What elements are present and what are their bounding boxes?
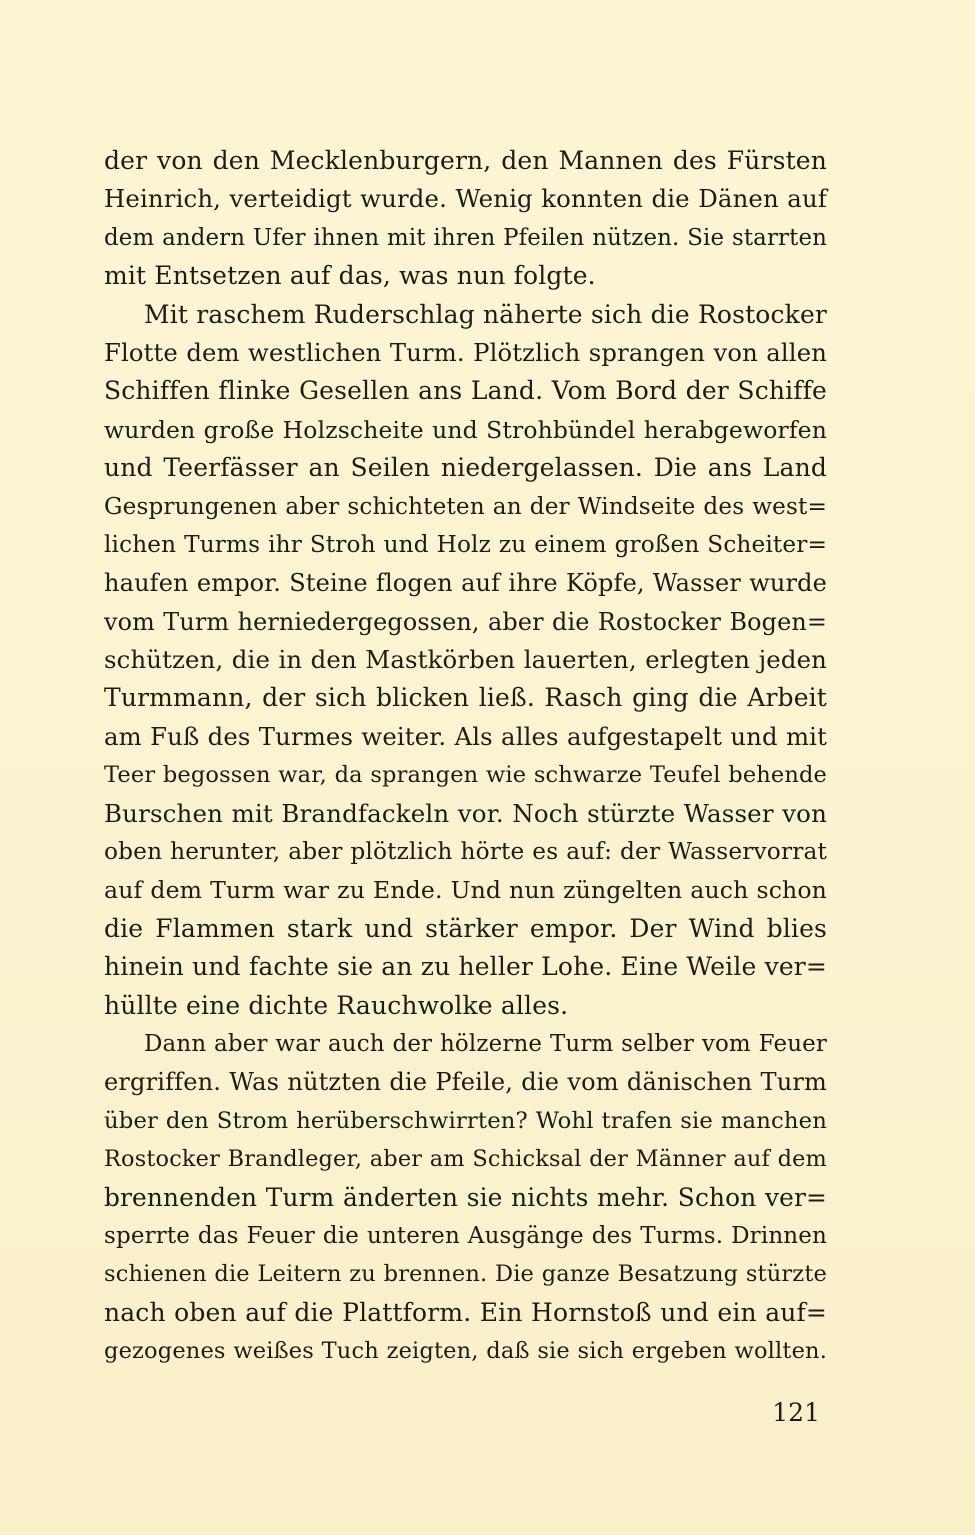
text-line: Mit raschem Ruderschlag näherte sich die Rostocker	[144, 299, 827, 329]
text-line: haufen empor. Steine flogen auf ihre Köpfe, Wasser wurde	[104, 569, 827, 598]
text-line: gezogenes weißes Tuch zeigten, daß sie sich ergeben wollten.	[104, 1338, 827, 1365]
text-line: Flotte dem westlichen Turm. Plötzlich sprangen von allen	[104, 337, 827, 367]
text-line: über den Strom herüberschwirrten? Wohl trafen sie manchen	[104, 1107, 827, 1134]
text-line: ergriffen. Was nützten die Pfeile, die vom dänischen Turm	[104, 1068, 827, 1097]
text-line: Rostocker Brandleger, aber am Schicksal der Männer auf dem	[104, 1146, 827, 1173]
text-line: sperrte das Feuer die unteren Ausgänge des Turms. Drinnen	[104, 1222, 827, 1249]
text-line: schienen die Leitern zu brennen. Die ganze Besatzung stürzte	[104, 1261, 827, 1288]
text-line: lichen Turms ihr Stroh und Holz zu einem großen Scheiter=	[104, 530, 827, 558]
text-line: hinein und fachte sie an zu heller Lohe. Eine Weile ver=	[104, 952, 827, 982]
text-line: schützen, die in den Mastkörben lauerten, erlegten jeden	[104, 645, 827, 675]
text-line: brennenden Turm änderten sie nichts mehr. Schon ver=	[104, 1182, 827, 1212]
text-line: Teer begossen war, da sprangen wie schwarze Teufel behende	[104, 762, 827, 789]
text-line: die Flammen stark und stärker empor. Der Wind blies	[104, 913, 827, 943]
text-line: Gesprungenen aber schichteten an der Windseite des west=	[104, 493, 827, 520]
text-line: am Fuß des Turmes weiter. Als alles aufgestapelt und mit	[104, 721, 827, 751]
text-line: mit Entsetzen auf das, was nun folgte.	[104, 261, 596, 291]
text-line: und Teerfässer an Seilen niedergelassen. Die ans Land	[104, 453, 827, 483]
text-line: oben herunter, aber plötzlich hörte es auf: der Wasservorrat	[104, 838, 827, 866]
text-line: vom Turm herniedergegossen, aber die Rostocker Bogen=	[104, 607, 827, 636]
text-line: Turmmann, der sich blicken ließ. Rasch ging die Arbeit	[104, 683, 827, 713]
text-line: Dann aber war auch der hölzerne Turm selber vom Feuer	[144, 1030, 827, 1057]
text-line: hüllte eine dichte Rauchwolke alles.	[104, 990, 569, 1020]
text-line: nach oben auf die Plattform. Ein Hornstoß und ein auf=	[104, 1297, 827, 1327]
text-line: Heinrich, verteidigt wurde. Wenig konnten die Dänen auf	[104, 184, 827, 214]
text-line: auf dem Turm war zu Ende. Und nun züngelten auch schon	[104, 876, 827, 905]
text-line: wurden große Holzscheite und Strohbündel herabgeworfen	[104, 415, 827, 444]
text-line: dem andern Ufer ihnen mit ihren Pfeilen nützen. Sie starrten	[104, 224, 827, 251]
text-line: Schiffen flinke Gesellen ans Land. Vom Bord der Schiffe	[104, 376, 827, 406]
body-text	[104, 142, 827, 1371]
page-number: 121	[772, 1398, 820, 1427]
text-line: Burschen mit Brandfackeln vor. Noch stürzte Wasser von	[104, 798, 827, 828]
text-line: der von den Mecklenburgern, den Mannen des Fürsten	[104, 146, 827, 175]
